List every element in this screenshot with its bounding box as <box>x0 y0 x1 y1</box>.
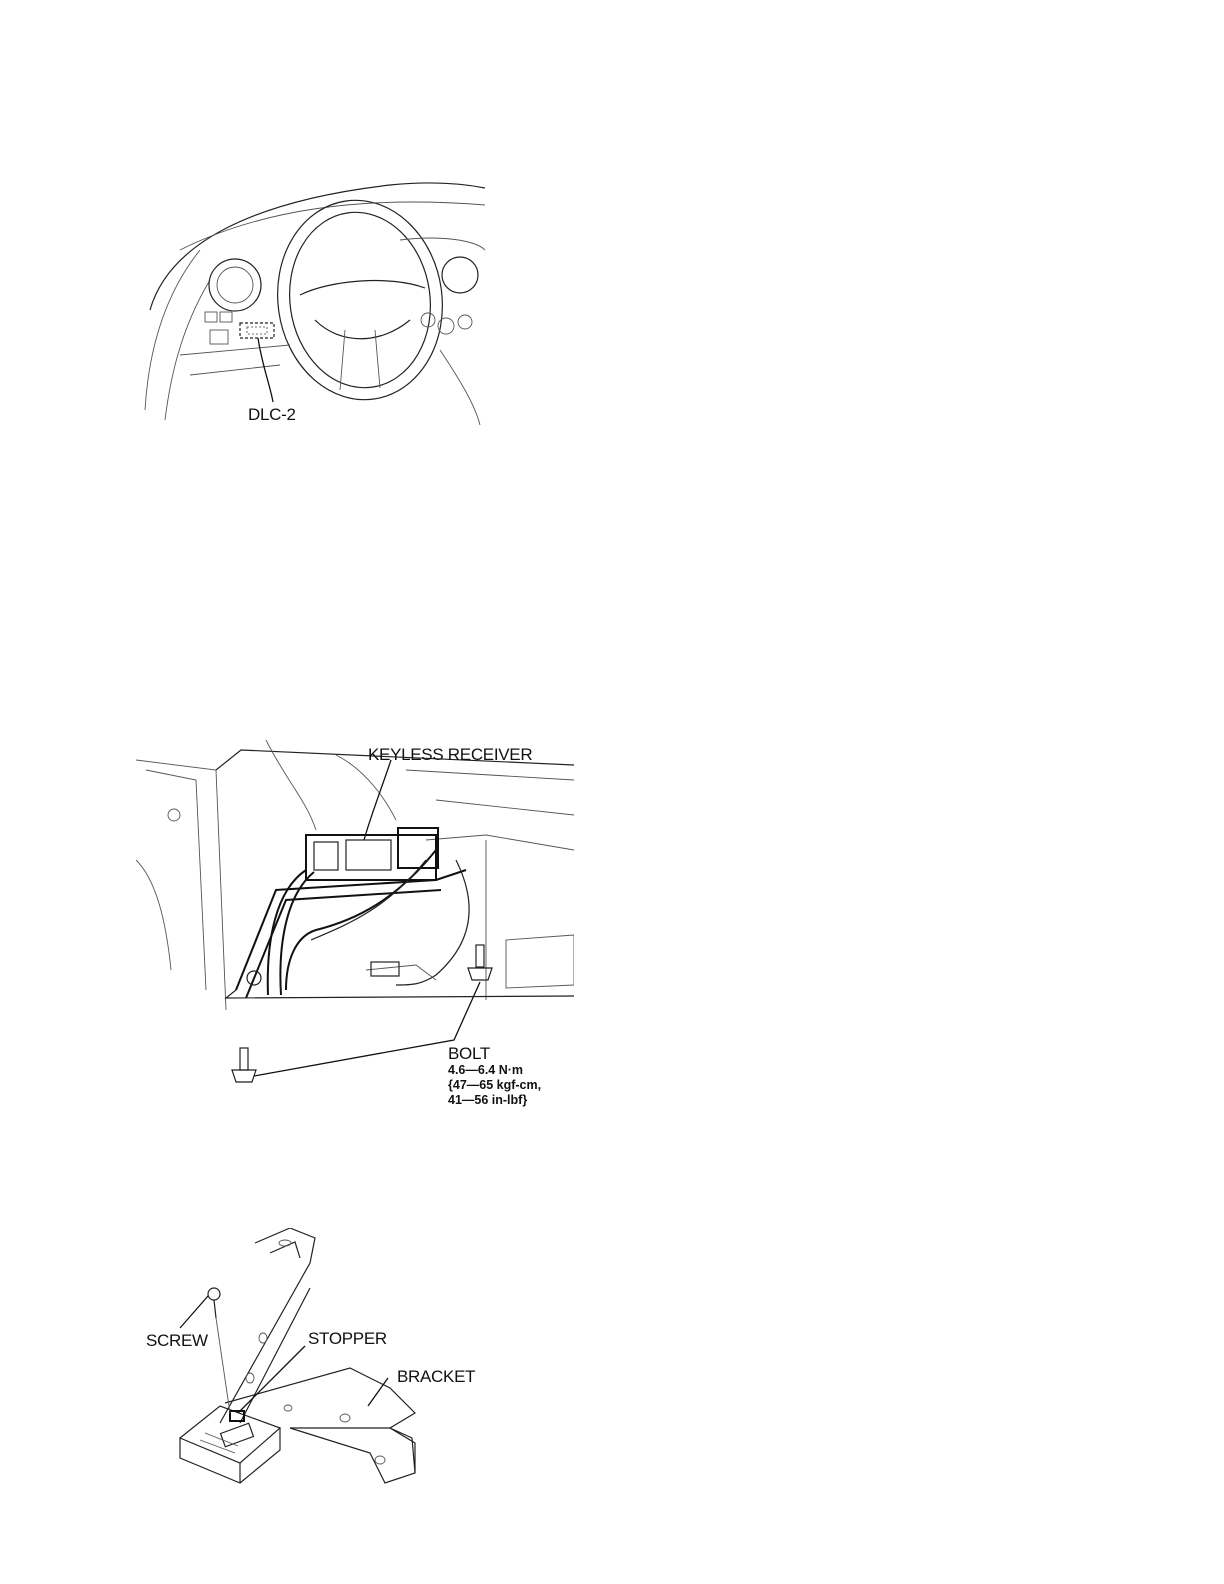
figure-dlc2-location <box>140 180 485 428</box>
bracket-illustration <box>140 1228 480 1486</box>
stopper-label: STOPPER <box>308 1329 387 1348</box>
dashboard-illustration <box>140 180 485 428</box>
screw-label: SCREW <box>146 1331 208 1350</box>
figure-keyless-receiver <box>136 740 574 1112</box>
bolt-torque-kgf: {47—65 kgf-cm, <box>448 1078 542 1092</box>
bolt-torque-nm: 4.6—6.4 N·m <box>448 1063 524 1077</box>
keyless-receiver-illustration <box>136 740 574 1112</box>
bolt-label: BOLT <box>448 1044 490 1063</box>
bracket-label: BRACKET <box>397 1367 476 1386</box>
keyless-receiver-label: KEYLESS RECEIVER <box>368 745 533 764</box>
figure-bracket-assembly <box>140 1228 480 1486</box>
bolt-torque-inlbf: 41—56 in-lbf} <box>448 1093 528 1107</box>
dlc2-label: DLC-2 <box>248 405 296 424</box>
